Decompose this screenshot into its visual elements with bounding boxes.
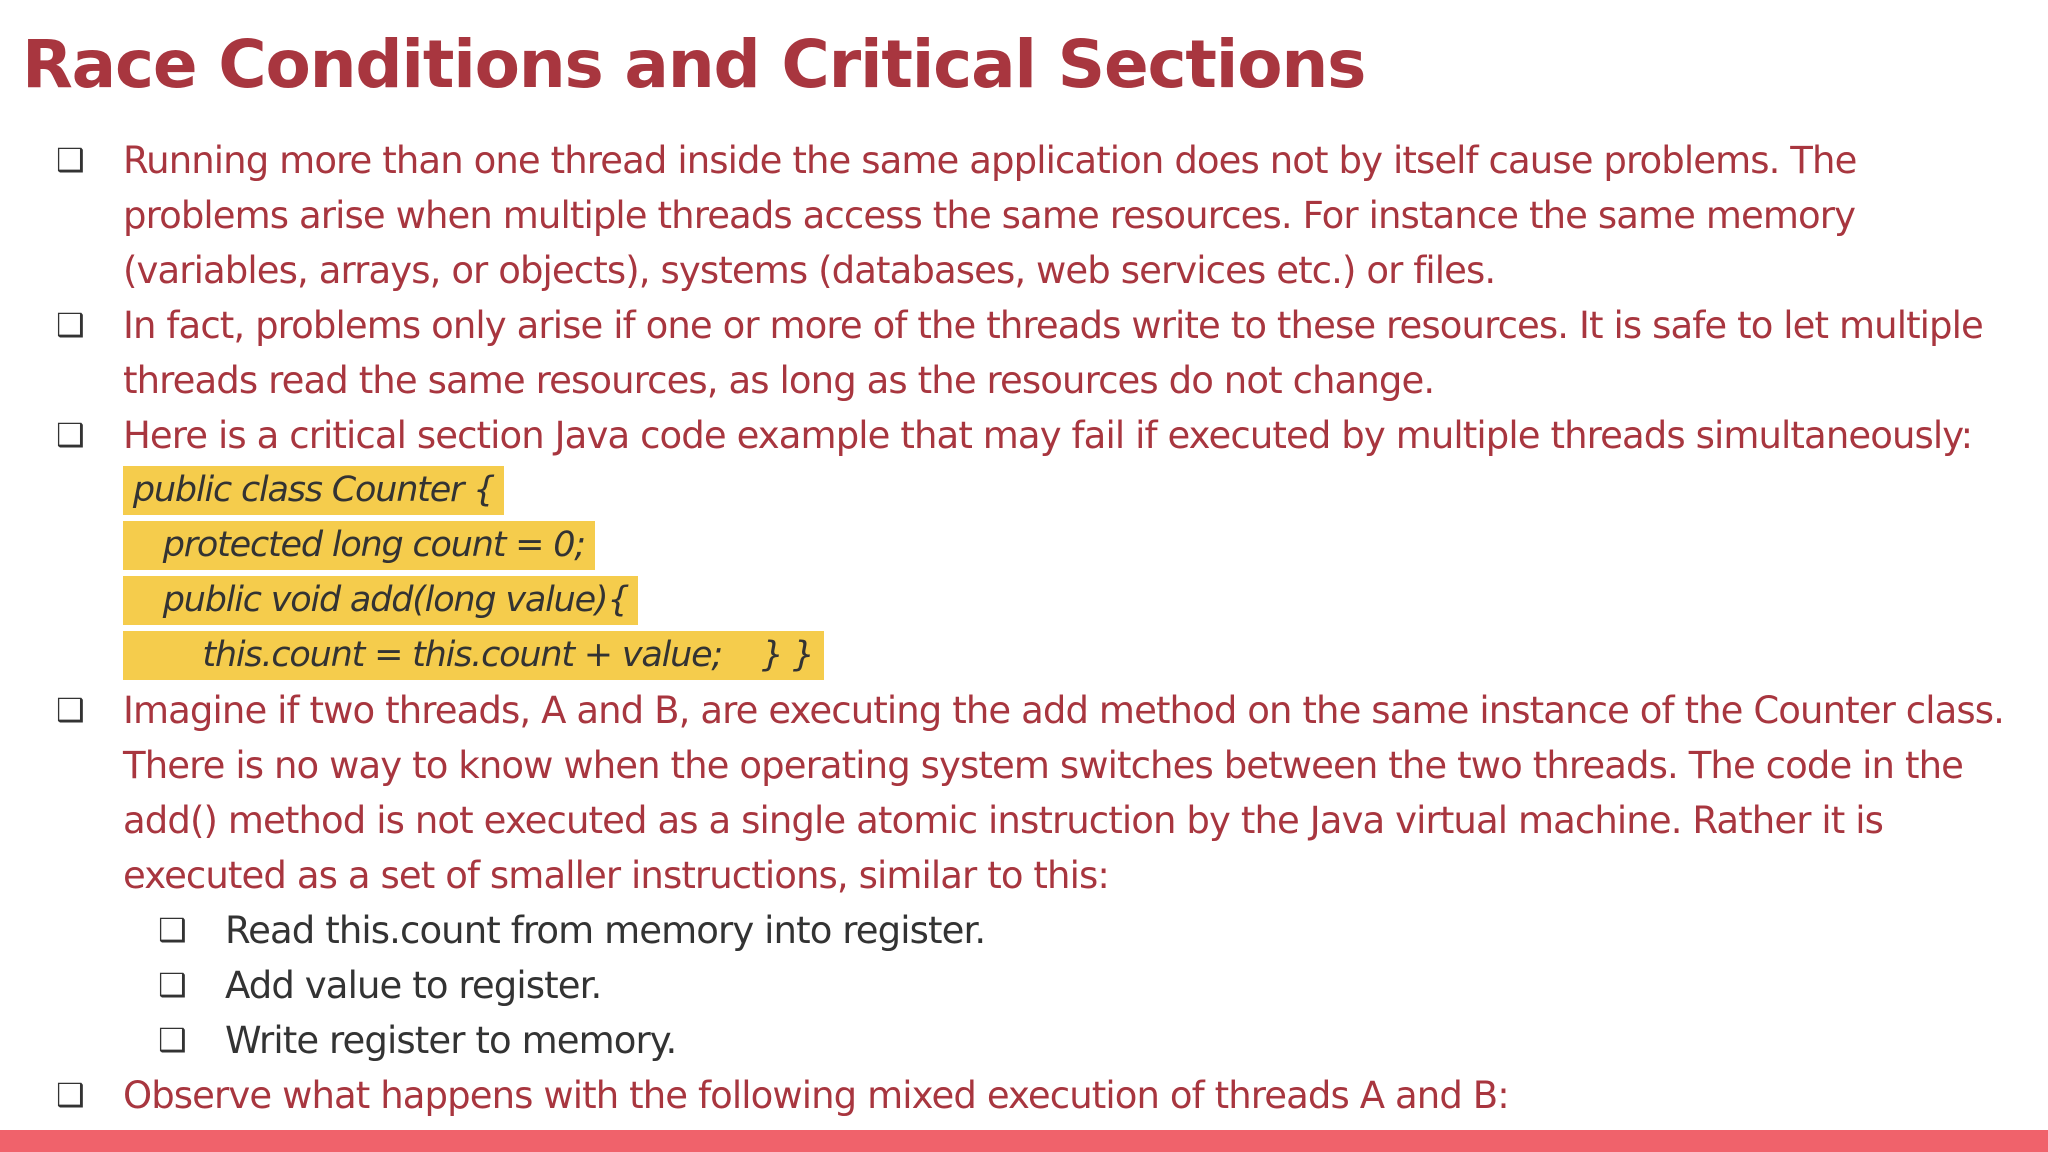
sub-bullet-item (0, 1013, 2048, 1068)
checkbox-bullet-icon: ❑ (56, 306, 85, 344)
bullet-text: In fact, problems only arise if one or more of the threads write to these resources. It is safe to let multiple threads read the same resources, as long as the resources do not change. (123, 304, 1983, 402)
code-line: public class Counter { (123, 466, 504, 515)
sub-bullet-item (0, 958, 2048, 1013)
sub-bullet-text: Write register to memory. (225, 1019, 677, 1062)
bullet-text: Running more than one thread inside the same application does not by itself cause problems. The problems arise when multiple threads access the same resources. For instance the same memory (variables, arrays, or objects), systems (databases, web services etc.) or files. (123, 139, 1857, 292)
bullet-text: Here is a critical section Java code example that may fail if executed by multiple threads simultaneously: (123, 414, 1973, 457)
bullet-item (0, 133, 2048, 298)
slide-body (0, 133, 2048, 1123)
code-line: this.count = this.count + value; } } (123, 631, 824, 680)
slide-title: Race Conditions and Critical Sections (22, 26, 1366, 103)
checkbox-bullet-icon: ❑ (158, 966, 187, 1004)
bullet-item (0, 408, 2048, 463)
checkbox-bullet-icon: ❑ (56, 141, 85, 179)
sub-bullet-text: Read this.count from memory into register. (225, 909, 986, 952)
bullet-text: Observe what happens with the following mixed execution of threads A and B: (123, 1074, 1509, 1117)
bullet-item (0, 298, 2048, 408)
footer-accent-bar (0, 1130, 2048, 1152)
checkbox-bullet-icon: ❑ (158, 911, 187, 949)
bullet-item (0, 1068, 2048, 1123)
checkbox-bullet-icon: ❑ (56, 691, 85, 729)
sub-bullet-text: Add value to register. (225, 964, 602, 1007)
checkbox-bullet-icon: ❑ (158, 1021, 187, 1059)
code-example (123, 463, 2048, 683)
checkbox-bullet-icon: ❑ (56, 1076, 85, 1114)
code-line: protected long count = 0; (123, 521, 595, 570)
checkbox-bullet-icon: ❑ (56, 416, 85, 454)
sub-bullet-item (0, 903, 2048, 958)
bullet-item (0, 683, 2048, 903)
code-line: public void add(long value){ (123, 576, 638, 625)
bullet-text: Imagine if two threads, A and B, are executing the add method on the same instance of the Counter class. There is no way to know when the operating system switches between the two threads. The code in the add() method is not executed as a single atomic instruction by the Java virtual machine. Rather it is executed as a set of smaller instructions, similar to this: (123, 689, 2004, 897)
